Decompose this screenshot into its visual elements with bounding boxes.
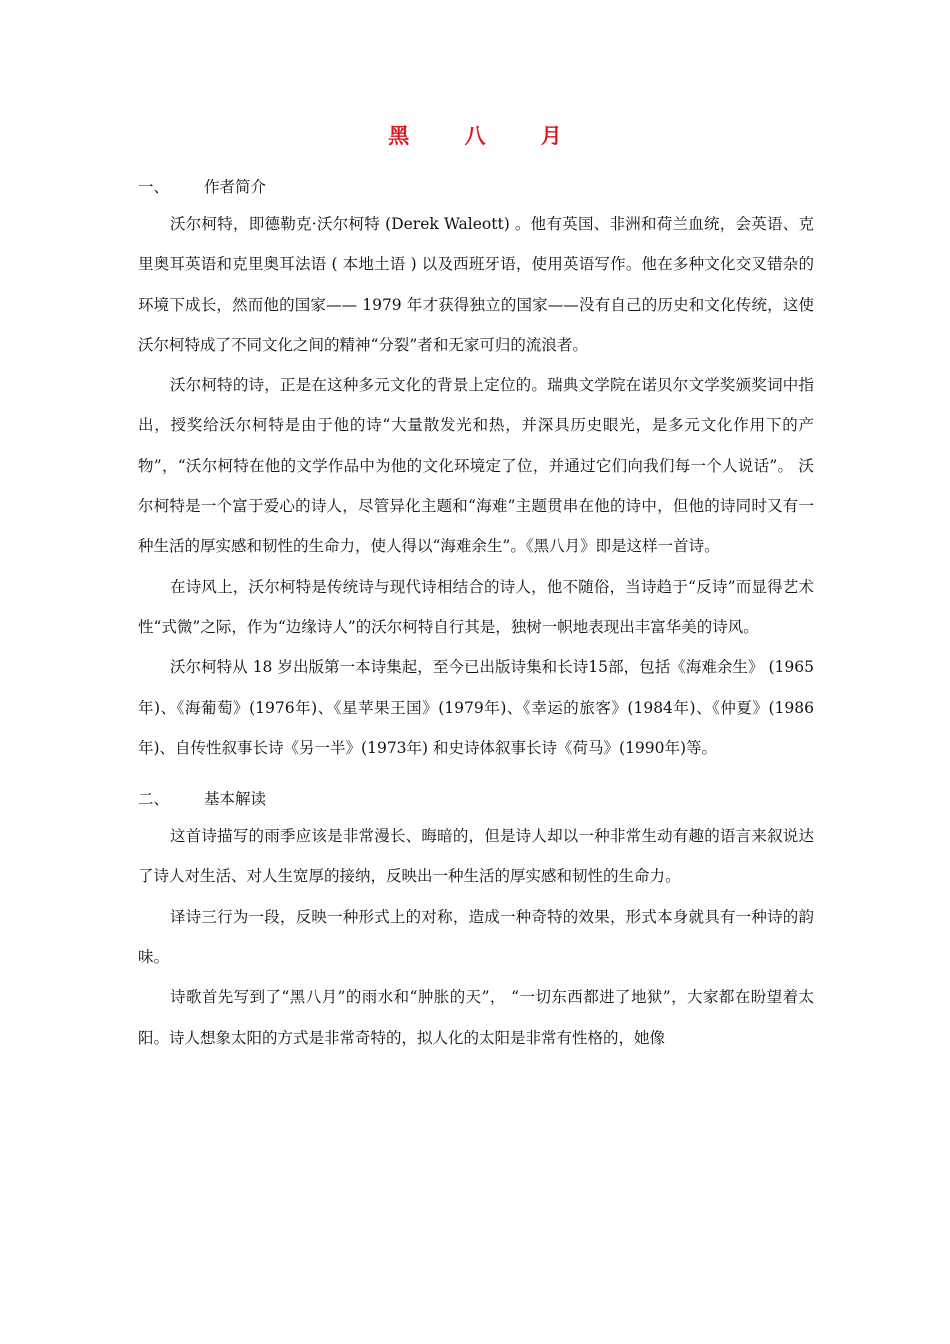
section-heading-2 bbox=[138, 782, 814, 816]
paragraph: 这首诗描写的雨季应该是非常漫长、晦暗的，但是诗人却以一种非常生动有趣的语言来叙说达了诗人对生活、对人生宽厚的接纳，反映出一种生活的厚实感和韧性的生命力。 bbox=[138, 827, 814, 886]
section-number-2: 二、 bbox=[138, 790, 170, 809]
section-title-2: 基本解读 bbox=[204, 790, 267, 809]
section-number-1: 一、 bbox=[138, 178, 170, 196]
paragraph: 沃尔柯特的诗，正是在这种多元文化的背景上定位的。瑞典文学院在诺贝尔文学奖颁奖词中指出，授奖给沃尔柯特是由于他的诗“大量散发光和热，并深具历史眼光，是多元文化作用下的产物”，“沃尔柯特在他的文学作品中为他的文化环境定了位，并通过它们向我们每一个人说话”。 沃尔柯特是一个富于爱心的诗人，尽管异化主题和“海难”主题贯串在他的诗中，但他的诗同时又有一种生活的厚实感和韧性的生命力，使人得以“海难余生”。《黑八月》即是这样一首诗。 bbox=[138, 376, 814, 556]
section-heading-1 bbox=[138, 170, 814, 204]
paragraph: 沃尔柯特，即德勒克·沃尔柯特 (Derek Waleott) 。他有英国、非洲和荷兰血统，会英语、克里奥耳英语和克里奥耳法语 ( 本地土语 ) 以及西班牙语，使用英语写作。他在多种文化交叉错杂的环境下成长，然而他的国家—— 1979 年才获得独立的国家——没有自己的历史和文化传统，这使沃尔柯特成了不同文化之间的精神“分裂”者和无家可归的流浪者。 bbox=[138, 215, 814, 354]
paragraph: 沃尔柯特从 18 岁出版第一本诗集起，至今已出版诗集和长诗15部，包括《海难余生》 (1965 年)、《海葡萄》(1976年)、《星苹果王国》(1979年)、《幸运的旅客》(1984年)、《仲夏》(1986年)、自传性叙事长诗《另一半》(1973年) 和史诗体叙事长诗《荷马》(1990年)等。 bbox=[138, 658, 814, 757]
paragraph: 诗歌首先写到了“黑八月”的雨水和“肿胀的天”， “一切东西都进了地狱”，大家都在盼望着太阳。诗人想象太阳的方式是非常奇特的，拟人化的太阳是非常有性格的，她像 bbox=[138, 988, 814, 1047]
paragraph: 在诗风上，沃尔柯特是传统诗与现代诗相结合的诗人，他不随俗，当诗趋于“反诗”而显得艺术性“式微”之际，作为“边缘诗人”的沃尔柯特自行其是，独树一帜地表现出丰富华美的诗风。 bbox=[138, 577, 814, 636]
document-body bbox=[138, 170, 814, 1058]
paragraph: 译诗三行为一段，反映一种形式上的对称，造成一种奇特的效果，形式本身就具有一种诗的韵味。 bbox=[138, 907, 814, 967]
document-title: 黑 八 月 bbox=[388, 123, 586, 148]
section-title-1: 作者简介 bbox=[204, 178, 267, 196]
section-spacer bbox=[138, 768, 814, 782]
